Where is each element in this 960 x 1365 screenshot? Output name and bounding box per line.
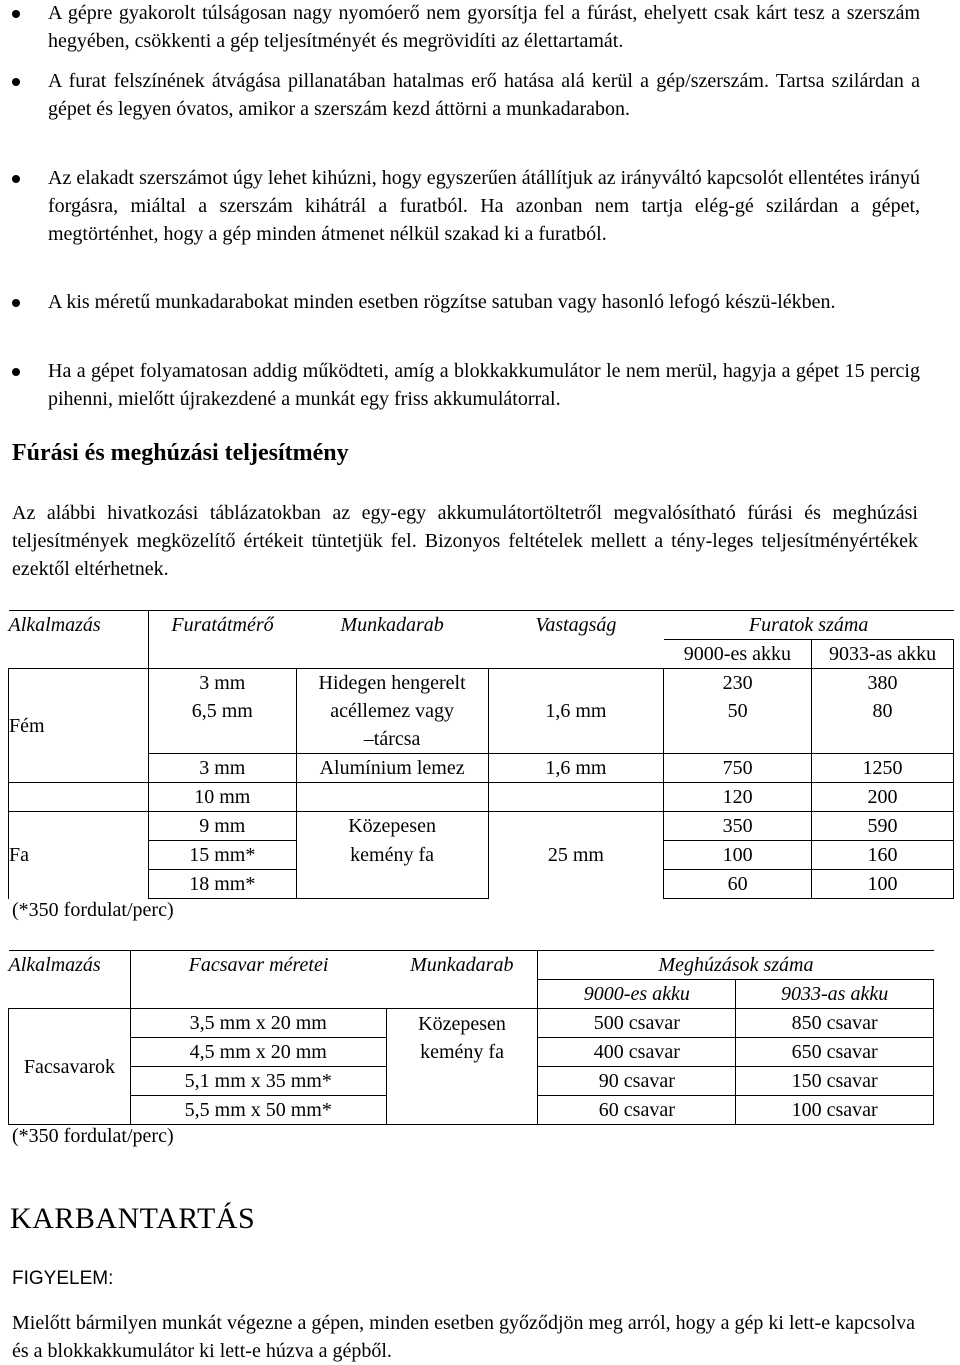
value-cell: 50 — [664, 697, 812, 754]
group-label-metal: Fém — [9, 669, 149, 783]
screwing-performance-table — [8, 950, 934, 1125]
col-header-battery-9033: 9033-as akku — [736, 980, 934, 1009]
table-row — [9, 1038, 934, 1067]
col-header-app: Alkalmazás — [9, 611, 149, 640]
screw-size-cell: 4,5 mm x 20 mm — [130, 1038, 386, 1067]
table-row — [9, 783, 954, 812]
bullet-dot-icon — [12, 78, 20, 86]
value-cell: 160 — [812, 841, 954, 870]
bullet-dot-icon — [12, 368, 20, 376]
col-header-thickness: Vastagság — [488, 611, 664, 640]
col-header-hole-count: Furatok száma — [664, 611, 954, 640]
value-cell: 590 — [812, 812, 954, 841]
table-row — [9, 1067, 934, 1096]
col-header-workpiece: Munkadarab — [386, 951, 538, 980]
table-header-row — [9, 611, 954, 640]
value-cell: 230 — [664, 669, 812, 698]
value-cell: 150 csavar — [736, 1067, 934, 1096]
workpiece-cell: kemény fa — [386, 1038, 538, 1067]
screw-size-cell: 3,5 mm x 20 mm — [130, 1009, 386, 1038]
table-subheader-row — [9, 640, 954, 669]
value-cell: 380 — [812, 669, 954, 698]
value-cell: 350 — [664, 812, 812, 841]
intro-paragraph: Az alábbi hivatkozási táblázatokban az egy-egy akkumulátortöltetről megvalósítható fúrási és meghúzási teljesítmények megközelítő értékeit tüntetjük fel. Bizonyos feltételek mellett a tény-leges teljesítményértékek ezektől eltérhetnek. — [12, 502, 918, 580]
table-subheader-row — [9, 980, 934, 1009]
col-header-screw-count: Meghúzások száma — [538, 951, 934, 980]
value-cell: 60 — [664, 870, 812, 899]
workpiece-cell: Közepesen — [386, 1009, 538, 1038]
table-footnote: (*350 fordulat/perc) — [12, 899, 174, 921]
workpiece-cell: Alumínium lemez — [296, 754, 488, 783]
diameter-cell: 9 mm — [148, 812, 296, 841]
col-header-app: Alkalmazás — [9, 951, 131, 980]
table-row — [9, 1096, 934, 1125]
bullet-dot-icon — [12, 175, 20, 183]
workpiece-cell: –tárcsa — [296, 725, 488, 754]
screw-size-cell: 5,1 mm x 35 mm* — [130, 1067, 386, 1096]
table-row — [9, 669, 954, 698]
value-cell: 200 — [812, 783, 954, 812]
table-row — [9, 1009, 934, 1038]
col-header-screw-size: Facsavar méretei — [130, 951, 386, 980]
table-row — [9, 697, 954, 725]
table-row — [9, 754, 954, 783]
bullet-text: A furat felszínének átvágása pillanatában hatalmas erő hatása alá kerül a gép/szerszám. Tartsa szilárdan a gépet és legyen óvatos, amikor a szerszám kezd áttörni a munkadarabon. — [48, 70, 920, 120]
value-cell: 60 csavar — [538, 1096, 736, 1125]
maintenance-paragraph: Mielőtt bármilyen munkát végezne a gépen, minden esetben győződjön meg arról, hogy a gép ki lett-e kapcsolva és a blokkakkumulátor ki lett-e húzva a gépből. — [12, 1312, 916, 1362]
diameter-cell: 3 mm — [148, 754, 296, 783]
value-cell: 100 — [664, 841, 812, 870]
attention-label: FIGYELEM: — [12, 1268, 114, 1289]
value-cell: 650 csavar — [736, 1038, 934, 1067]
value-cell: 80 — [812, 697, 954, 754]
value-cell: 400 csavar — [538, 1038, 736, 1067]
bullet-text: A gépre gyakorolt túlságosan nagy nyomóerő nem gyorsítja fel a fúrást, ehelyett csak kárt tesz a szerszám hegyében, csökkenti a gép teljesítményét és megrövidíti az élettartamát. — [48, 2, 920, 52]
group-label-screws: Facsavarok — [9, 1009, 131, 1125]
thickness-cell: 1,6 mm — [488, 669, 664, 754]
col-header-workpiece: Munkadarab — [296, 611, 488, 640]
workpiece-cell: kemény fa — [296, 841, 488, 870]
bullet-text: Ha a gépet folyamatosan addig működteti, amíg a blokkakkumulátor le nem merül, hagyja a gépet 15 percig pihenni, mielőtt újrakezdené a munkát egy friss akkumulátorral. — [48, 360, 920, 410]
value-cell: 100 csavar — [736, 1096, 934, 1125]
thickness-cell: 1,6 mm — [488, 754, 664, 783]
diameter-cell: 18 mm* — [148, 870, 296, 899]
col-header-diameter: Furatátmérő — [148, 611, 296, 640]
value-cell: 90 csavar — [538, 1067, 736, 1096]
bullet-dot-icon — [12, 299, 20, 307]
bullet-dot-icon — [12, 10, 20, 18]
table-footnote: (*350 fordulat/perc) — [12, 1125, 174, 1147]
bullet-text: A kis méretű munkadarabokat minden esetben rögzítse satuban vagy hasonló lefogó készü-lékben. — [48, 291, 836, 313]
col-header-battery-9033: 9033-as akku — [812, 640, 954, 669]
diameter-cell: 10 mm — [148, 783, 296, 812]
diameter-cell: 3 mm — [148, 669, 296, 698]
table-row — [9, 812, 954, 841]
group-label-wood: Fa — [9, 812, 149, 899]
workpiece-cell: acéllemez vagy — [296, 697, 488, 725]
workpiece-cell: Hidegen hengerelt — [296, 669, 488, 698]
col-header-battery-9000: 9000-es akku — [664, 640, 812, 669]
col-header-battery-9000: 9000-es akku — [538, 980, 736, 1009]
value-cell: 750 — [664, 754, 812, 783]
screw-size-cell: 5,5 mm x 50 mm* — [130, 1096, 386, 1125]
drilling-performance-table — [8, 610, 954, 899]
bullet-text: Az elakadt szerszámot úgy lehet kihúzni, hogy egyszerűen átállítjuk az irányváltó kapcsolót ellentétes irányú forgásra, miáltal a szerszám kihátrál a furatból. Ha azonban nem tartja elég-gé szilárdan a gépet, megtörténhet, hogy a gép minden átmenet nélkül szakad ki a furatból. — [48, 167, 920, 245]
workpiece-cell: Közepesen — [296, 812, 488, 841]
table-row — [9, 841, 954, 870]
section-title: Fúrási és meghúzási teljesítmény — [12, 440, 349, 466]
diameter-cell: 15 mm* — [148, 841, 296, 870]
value-cell: 120 — [664, 783, 812, 812]
value-cell: 1250 — [812, 754, 954, 783]
value-cell: 100 — [812, 870, 954, 899]
value-cell: 500 csavar — [538, 1009, 736, 1038]
diameter-cell: 6,5 mm — [148, 697, 296, 754]
value-cell: 850 csavar — [736, 1009, 934, 1038]
table-row — [9, 870, 954, 899]
maintenance-title: KARBANTARTÁS — [10, 1202, 256, 1235]
thickness-cell: 25 mm — [488, 812, 664, 899]
table-header-row — [9, 951, 934, 980]
